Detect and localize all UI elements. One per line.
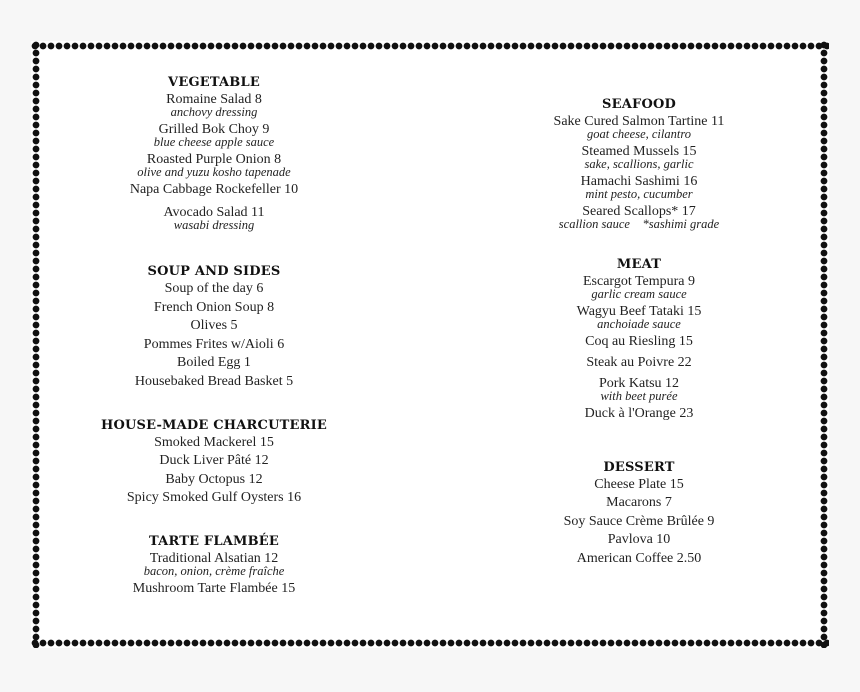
menu-item-description: anchoiade sauce bbox=[597, 317, 681, 331]
menu-item-name: Pommes Frites w/Aioli 6 bbox=[143, 336, 285, 352]
menu-item bbox=[505, 275, 773, 300]
menu-item-name: Steamed Mussels 15 bbox=[581, 144, 697, 159]
dotted-border-left bbox=[31, 41, 41, 648]
menu-item-name: Olives 5 bbox=[190, 318, 238, 334]
menu-item bbox=[85, 473, 343, 487]
menu-item bbox=[505, 552, 773, 566]
menu-item-name: Cheese Plate 15 bbox=[594, 476, 684, 492]
menu-item-name: American Coffee 2.50 bbox=[576, 550, 702, 566]
menu-item-description: goat cheese, cilantro bbox=[586, 127, 692, 141]
menu-item bbox=[85, 552, 343, 577]
menu-item-name: Romaine Salad 8 bbox=[166, 92, 262, 107]
menu-item-name: Traditional Alsatian 12 bbox=[149, 550, 279, 566]
menu-item bbox=[505, 515, 773, 529]
section-dessert bbox=[505, 460, 773, 566]
menu-item bbox=[505, 356, 773, 370]
menu-item bbox=[85, 338, 343, 352]
section-heading: HOUSE-MADE CHARCUTERIE bbox=[100, 417, 328, 433]
menu-item bbox=[85, 206, 343, 231]
menu-item bbox=[85, 153, 343, 178]
menu-item-name: Smoked Mackerel 15 bbox=[154, 434, 274, 450]
menu-item bbox=[85, 375, 343, 389]
menu-item bbox=[505, 115, 773, 140]
section-vegetable bbox=[85, 75, 343, 231]
menu-item-name: Roasted Purple Onion 8 bbox=[146, 152, 282, 167]
section-soup-and-sides bbox=[85, 264, 343, 389]
menu-item bbox=[85, 319, 343, 333]
section-meat bbox=[505, 257, 773, 421]
menu-item-name: Wagyu Beef Tataki 15 bbox=[576, 304, 702, 319]
section-heading: DESSERT bbox=[603, 459, 675, 475]
menu-item bbox=[85, 183, 343, 197]
menu-item bbox=[505, 496, 773, 510]
menu-item-name: Macarons 7 bbox=[606, 495, 672, 511]
menu-item-name: Sake Cured Salmon Tartine 11 bbox=[553, 114, 725, 129]
menu-item bbox=[85, 93, 343, 118]
dotted-border-right bbox=[819, 41, 829, 648]
menu-item-description: scallion sauce *sashimi grade bbox=[558, 217, 720, 231]
menu-item bbox=[85, 582, 343, 596]
menu-item-name: French Onion Soup 8 bbox=[153, 299, 275, 315]
menu-item bbox=[505, 145, 773, 170]
menu-item bbox=[85, 301, 343, 315]
menu-item-name: Pork Katsu 12 bbox=[598, 376, 680, 391]
menu-item-description: wasabi dressing bbox=[173, 218, 255, 232]
menu-item bbox=[505, 478, 773, 492]
menu-item bbox=[505, 533, 773, 547]
section-tarte-flambee bbox=[85, 534, 343, 596]
menu-item-name: Coq au Riesling 15 bbox=[585, 334, 693, 349]
menu-item-name: Steak au Poivre 22 bbox=[586, 355, 692, 370]
menu-left-column bbox=[85, 75, 343, 601]
menu-item-name: Spicy Smoked Gulf Oysters 16 bbox=[126, 490, 302, 506]
menu-item-name: Seared Scallops* 17 bbox=[582, 204, 696, 219]
menu-item-name: Baby Octopus 12 bbox=[165, 471, 263, 487]
menu-item-description: with beet purée bbox=[600, 389, 678, 403]
menu-item-name: Duck à l'Orange 23 bbox=[584, 406, 694, 421]
dotted-border-top bbox=[31, 41, 829, 51]
section-heading: SOUP AND SIDES bbox=[147, 264, 281, 279]
menu-item-name: Duck Liver Pâté 12 bbox=[159, 453, 269, 469]
menu-item-description: blue cheese apple sauce bbox=[153, 135, 275, 149]
menu-item bbox=[85, 491, 343, 505]
menu-item bbox=[505, 175, 773, 200]
menu-item bbox=[85, 454, 343, 468]
section-heading: VEGETABLE bbox=[168, 75, 260, 90]
menu-item-name: Hamachi Sashimi 16 bbox=[580, 174, 698, 189]
menu-item-name: Escargot Tempura 9 bbox=[582, 274, 696, 289]
menu-item-name: Soy Sauce Crème Brûlée 9 bbox=[563, 513, 715, 529]
dotted-border-bottom bbox=[31, 638, 829, 648]
menu-item bbox=[85, 123, 343, 148]
menu-item bbox=[85, 282, 343, 296]
menu-item-name: Boiled Egg 1 bbox=[177, 355, 251, 371]
menu-item-name: Housebaked Bread Basket 5 bbox=[134, 373, 294, 389]
menu-item bbox=[505, 305, 773, 330]
menu-item-name: Avocado Salad 11 bbox=[163, 205, 265, 220]
section-charcuterie bbox=[85, 418, 343, 506]
menu-item-description: sake, scallions, garlic bbox=[584, 157, 694, 171]
menu-item bbox=[505, 335, 773, 349]
section-heading: SEAFOOD bbox=[602, 97, 676, 112]
menu-item-name: Napa Cabbage Rockefeller 10 bbox=[129, 182, 299, 197]
menu-item-description: bacon, onion, crème fraîche bbox=[143, 563, 285, 578]
menu-item-name: Pavlova 10 bbox=[607, 532, 671, 548]
menu-item-name: Soup of the day 6 bbox=[164, 281, 264, 296]
menu-item bbox=[505, 407, 773, 421]
menu-item-description: olive and yuzu kosho tapenade bbox=[137, 165, 291, 179]
menu-item-description: mint pesto, cucumber bbox=[585, 187, 693, 201]
menu-item bbox=[85, 356, 343, 370]
menu-item-name: Grilled Bok Choy 9 bbox=[158, 122, 270, 137]
menu-right-column bbox=[505, 97, 773, 571]
menu-item-description: anchovy dressing bbox=[170, 105, 258, 119]
section-heading: TARTE FLAMBÉE bbox=[149, 533, 279, 549]
section-heading: MEAT bbox=[616, 257, 662, 272]
menu-item bbox=[85, 436, 343, 450]
menu-item-description: garlic cream sauce bbox=[591, 287, 687, 301]
menu-item bbox=[505, 205, 773, 230]
menu-item-name: Mushroom Tarte Flambée 15 bbox=[132, 580, 296, 596]
menu-item bbox=[505, 377, 773, 402]
section-seafood bbox=[505, 97, 773, 230]
